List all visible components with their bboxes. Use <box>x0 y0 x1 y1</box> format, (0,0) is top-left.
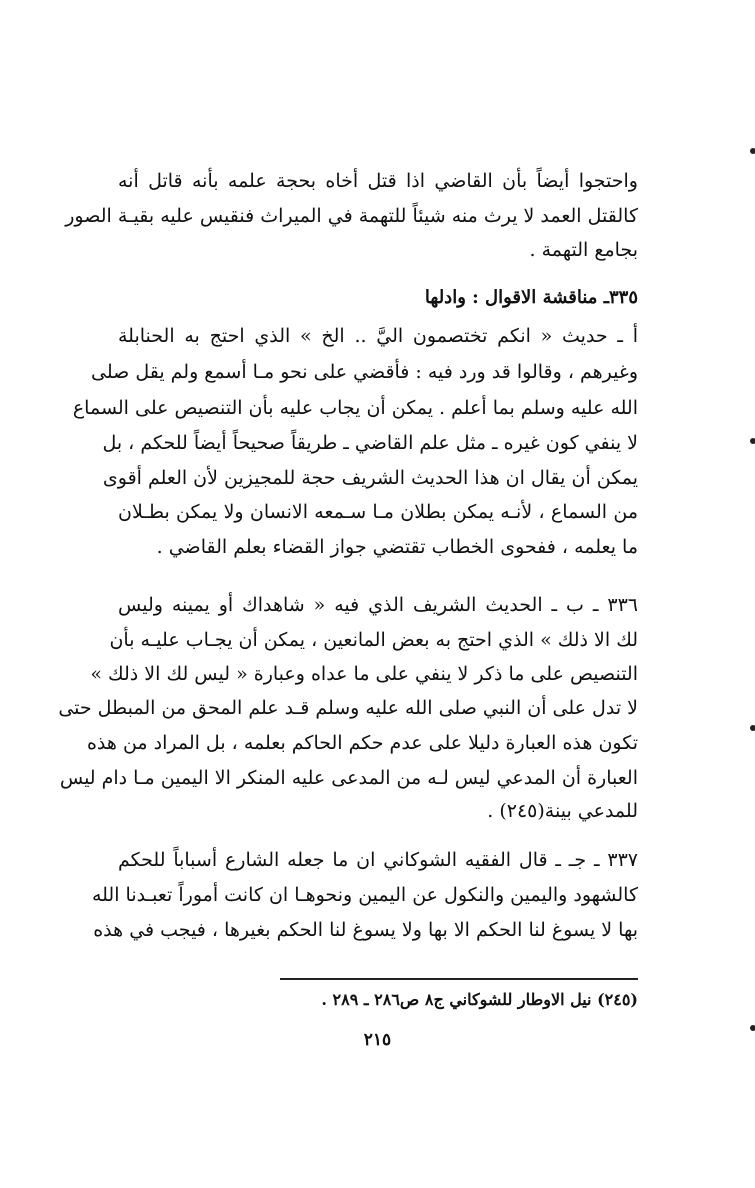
text-line: أ ـ حديث « انكم تختصمون اليَّ .. الخ » الذي احتج به الحنابلة <box>118 325 638 347</box>
text-line: بجامع التهمة . <box>529 239 638 261</box>
text-line: تكون هذه العبارة دليلا على عدم حكم الحاكم بعلمه ، بل المراد من هذه <box>86 732 638 754</box>
section-heading: ٣٣٥ـ مناقشة الاقوال : وادلها <box>424 287 638 308</box>
text-line: كالشهود واليمين والنكول عن اليمين ونحوهـا ان كانت أموراً تعبـدنا الله <box>91 884 638 906</box>
text-line: وغيرهم ، وقالوا قد ورد فيه : فأقضي على نحو مـا أسمع ولم يقل صلى <box>91 361 638 383</box>
scan-edge-mark <box>750 148 755 154</box>
scan-edge-mark <box>750 725 755 731</box>
text-line: ٣٣٧ ـ جـ ـ قال الفقيه الشوكاني ان ما جعله الشارع أسباباً للحكم <box>118 849 638 871</box>
text-line: واحتجوا أيضاً بأن القاضي اذا قتل أخاه بحجة علمه بأنه قاتل أنه <box>118 170 638 192</box>
text-line: كالقتل العمد لا يرث منه شيئاً للتهمة في الميراث فنقيس عليه بقيـة الصور <box>65 205 638 227</box>
page-number: ٢١٥ <box>363 1030 392 1050</box>
text-line: لك الا ذلك » الذي احتج به بعض المانعين ، يمكن أن يجـاب عليـه بأن <box>109 629 638 651</box>
scan-edge-mark <box>750 438 755 444</box>
text-line: التنصيص على ما ذكر لا ينفي على ما عداه وعبارة « ليس لك الا ذلك » <box>90 663 638 685</box>
text-line: لا ينفي كون غيره ـ مثل علم القاضي ـ طريقاً صحيحاً أيضاً للحكم ، بل <box>102 432 638 454</box>
scan-edge-mark <box>750 1025 755 1031</box>
text-line: ٣٣٦ ـ ب ـ الحديث الشريف الذي فيه « شاهداك أو يمينه وليس <box>118 594 638 616</box>
text-line: الله عليه وسلم بما أعلم . يمكن أن يجاب عليه بأن التنصيص على السماع <box>72 397 638 419</box>
text-line: العبارة أن المدعي ليس لـه من المدعى عليه المنكر الا اليمين مـا دام ليس <box>59 767 638 789</box>
text-line: ما يعلمه ، ففحوى الخطاب تقتضي جواز القضاء بعلم القاضي . <box>156 536 638 558</box>
text-line: للمدعي بينة(٢٤٥) . <box>487 800 638 822</box>
text-line: لا تدل على أن النبي صلى الله عليه وسلم قـد علم المحق من المبطل حتى <box>58 697 638 719</box>
footnote: (٢٤٥) نيل الاوطار للشوكاني ج٨ ص٢٨٦ ـ ٢٨٩ . <box>321 990 638 1009</box>
text-line: من السماع ، لأنـه يمكن بطلان مـا سـمعه الانسان ولا يمكن بطـلان <box>118 501 638 523</box>
text-line: يمكن أن يقال ان هذا الحديث الشريف حجة للمجيزين لأن العلم أقوى <box>102 467 638 489</box>
text-line: بها لا يسوغ لنا الحكم الا بها ولا يسوغ لنا الحكم بغيرها ، فيجب في هذه <box>93 919 638 941</box>
footnote-divider <box>280 978 638 980</box>
